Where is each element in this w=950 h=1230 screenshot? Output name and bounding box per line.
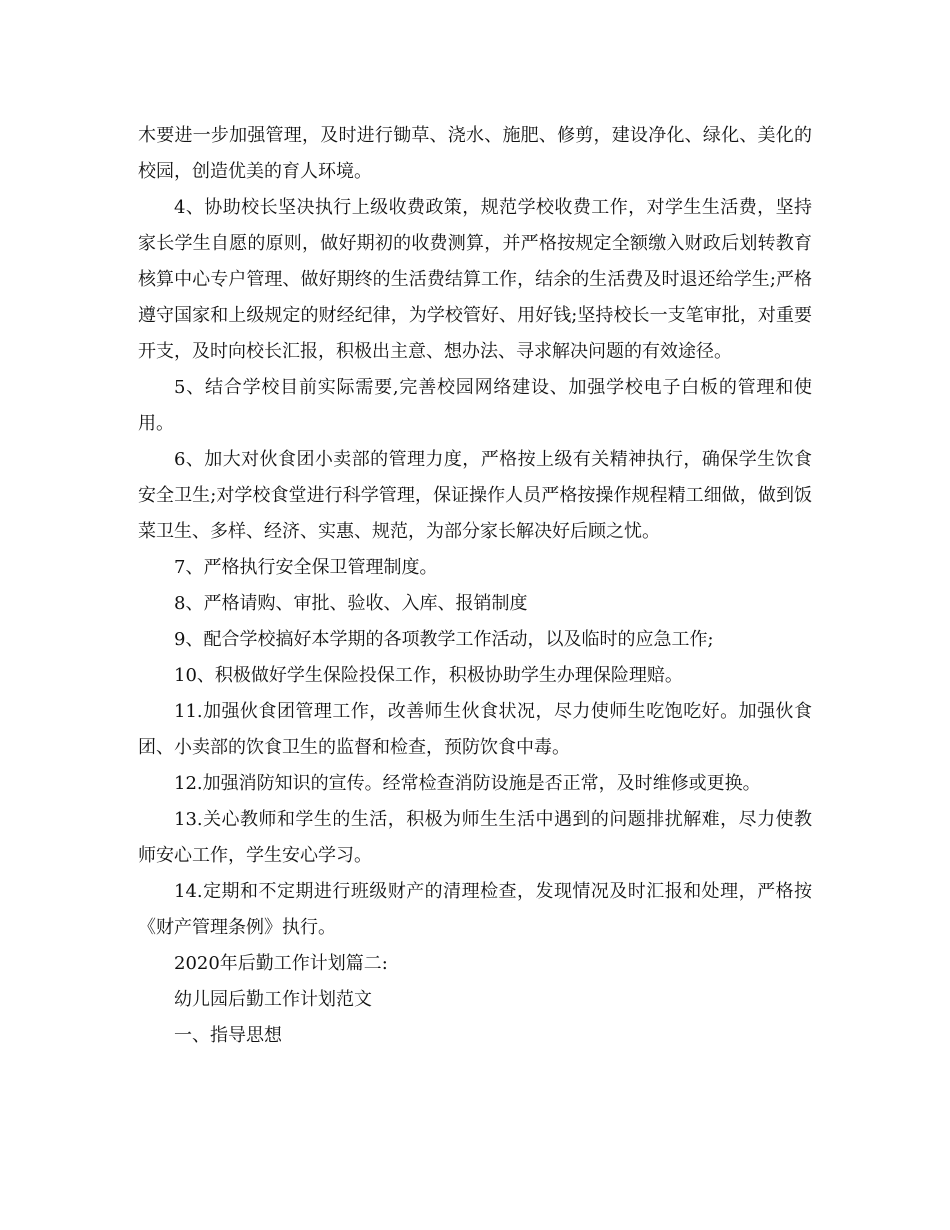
paragraph-item-8: 8、严格请购、审批、验收、入库、报销制度 [174, 593, 528, 614]
paragraph-item-10: 10、积极做好学生保险投保工作，积极协助学生办理保险理赔。 [174, 665, 683, 686]
paragraph-item-9: 9、配合学校搞好本学期的各项教学工作活动，以及临时的应急工作; [174, 629, 714, 650]
paragraph-item-5: 5、结合学校目前实际需要,完善校园网络建设、加强学校电子白板的管理和使用。 [138, 377, 812, 434]
paragraph-item-12: 12.加强消防知识的宣传。经常检查消防设施是否正常，及时维修或更换。 [174, 773, 761, 794]
paragraph-item-6: 6、加大对伙食团小卖部的管理力度，严格按上级有关精神执行，确保学生饮食安全卫生;对学校食堂进行科学管理，保证操作人员严格按操作规程精工细做，做到饭菜卫生、多样、经济、实惠、规范，为部分家长解决好后顾之忧。 [138, 449, 812, 542]
paragraph-item-11: 11.加强伙食团管理工作，改善师生伙食状况，尽力使师生吃饱吃好。加强伙食团、小卖部的饮食卫生的监督和检查，预防饮食中毒。 [138, 701, 812, 758]
section-heading-part-two: 2020年后勤工作计划篇二: [174, 953, 388, 974]
section-heading-guiding-ideology: 一、指导思想 [174, 1025, 282, 1046]
document-subtitle: 幼儿园后勤工作计划范文 [174, 989, 372, 1010]
paragraph-item-13: 13.关心教师和学生的生活，积极为师生生活中遇到的问题排扰解难，尽力使教师安心工作，学生安心学习。 [138, 809, 812, 866]
paragraph-continuation: 木要进一步加强管理，及时进行锄草、浇水、施肥、修剪，建设净化、绿化、美化的校园，创造优美的育人环境。 [138, 125, 812, 182]
paragraph-item-7: 7、严格执行安全保卫管理制度。 [174, 557, 438, 578]
paragraph-item-14: 14.定期和不定期进行班级财产的清理检查，发现情况及时汇报和处理，严格按《财产管理条例》执行。 [138, 881, 812, 938]
paragraph-item-4: 4、协助校长坚决执行上级收费政策，规范学校收费工作，对学生生活费，坚持家长学生自愿的原则，做好期初的收费测算，并严格按规定全额缴入财政后划转教育核算中心专户管理、做好期终的生活费结算工作，结余的生活费及时退还给学生;严格遵守国家和上级规定的财经纪律，为学校管好、用好钱;坚持校长一支笔审批，对重要开支，及时向校长汇报，积极出主意、想办法、寻求解决问题的有效途径。 [138, 197, 812, 362]
